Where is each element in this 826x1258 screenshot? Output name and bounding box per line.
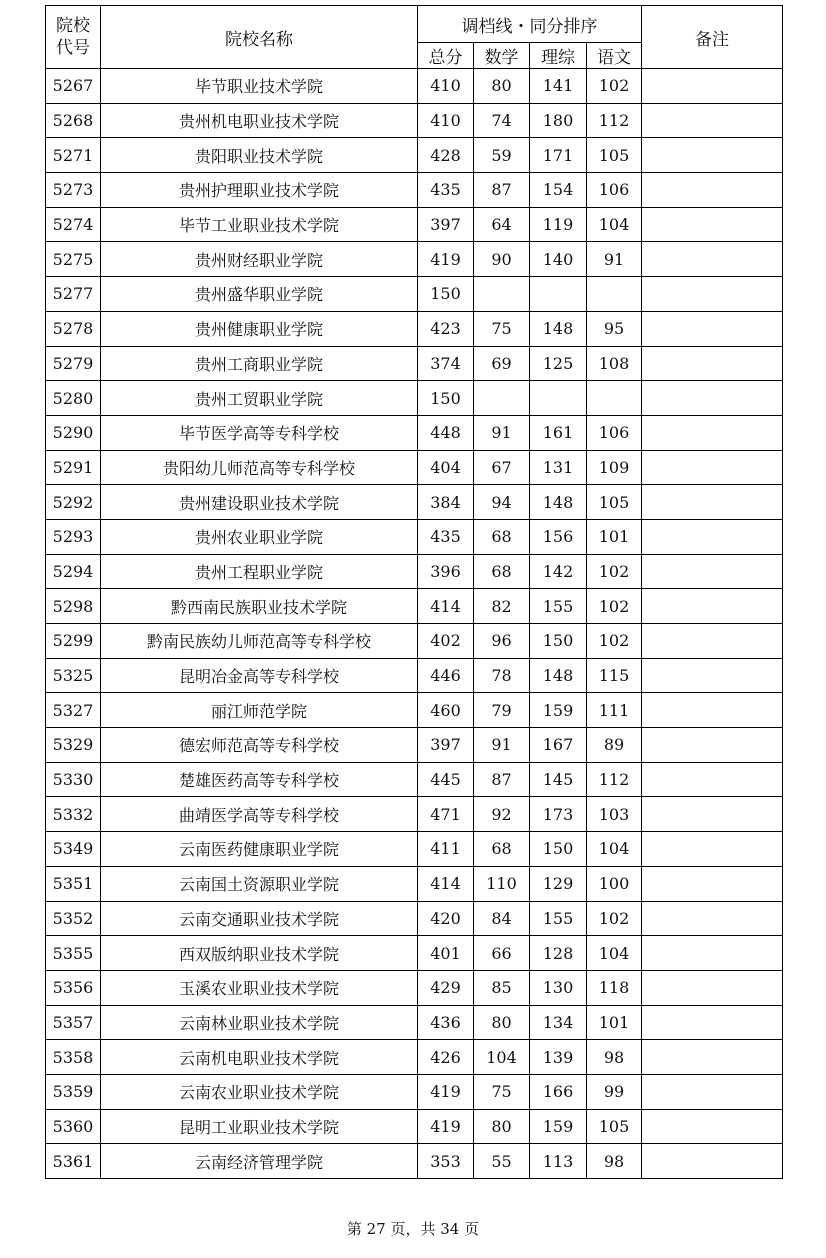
chinese-score-cell: 98 — [587, 1040, 642, 1075]
chinese-score-cell: 112 — [587, 762, 642, 797]
school-code-cell: 5299 — [46, 624, 101, 659]
math-score-cell: 66 — [474, 936, 530, 971]
total-score-cell: 397 — [418, 207, 474, 242]
school-name-cell: 黔西南民族职业技术学院 — [101, 589, 418, 624]
note-cell — [642, 207, 783, 242]
science-score-cell: 166 — [530, 1074, 587, 1109]
total-score-cell: 374 — [418, 346, 474, 381]
math-column-header: 数学 — [474, 43, 530, 69]
note-cell — [642, 728, 783, 763]
school-code-cell: 5273 — [46, 173, 101, 208]
school-code-cell: 5267 — [46, 69, 101, 104]
note-column-header: 备注 — [642, 6, 783, 69]
school-code-cell: 5294 — [46, 554, 101, 589]
total-score-cell: 384 — [418, 485, 474, 520]
note-cell — [642, 519, 783, 554]
school-name-cell: 云南交通职业技术学院 — [101, 901, 418, 936]
total-score-cell: 428 — [418, 138, 474, 173]
school-code-cell: 5332 — [46, 797, 101, 832]
math-score-cell — [474, 381, 530, 416]
table-row — [46, 485, 783, 520]
math-score-cell: 96 — [474, 624, 530, 659]
chinese-score-cell: 105 — [587, 485, 642, 520]
school-code-cell: 5271 — [46, 138, 101, 173]
total-score-cell: 411 — [418, 832, 474, 867]
science-score-cell: 134 — [530, 1005, 587, 1040]
math-score-cell: 110 — [474, 866, 530, 901]
total-score-cell: 410 — [418, 69, 474, 104]
note-cell — [642, 277, 783, 312]
school-name-cell: 贵州机电职业技术学院 — [101, 103, 418, 138]
school-code-cell: 5330 — [46, 762, 101, 797]
note-cell — [642, 138, 783, 173]
code-header-line2: 代号 — [56, 38, 90, 58]
chinese-score-cell: 108 — [587, 346, 642, 381]
note-cell — [642, 415, 783, 450]
note-cell — [642, 901, 783, 936]
table-row — [46, 970, 783, 1005]
note-cell — [642, 970, 783, 1005]
math-score-cell: 79 — [474, 693, 530, 728]
science-score-cell: 156 — [530, 519, 587, 554]
note-cell — [642, 1005, 783, 1040]
math-score-cell: 90 — [474, 242, 530, 277]
math-score-cell: 80 — [474, 1005, 530, 1040]
note-cell — [642, 1074, 783, 1109]
total-score-cell: 404 — [418, 450, 474, 485]
science-score-cell: 145 — [530, 762, 587, 797]
school-name-cell: 云南机电职业技术学院 — [101, 1040, 418, 1075]
table-row — [46, 832, 783, 867]
total-score-cell: 150 — [418, 381, 474, 416]
note-cell — [642, 693, 783, 728]
note-cell — [642, 69, 783, 104]
math-score-cell — [474, 277, 530, 312]
science-score-cell: 180 — [530, 103, 587, 138]
school-name-cell: 贵阳职业技术学院 — [101, 138, 418, 173]
table-row — [46, 762, 783, 797]
chinese-score-cell: 95 — [587, 311, 642, 346]
school-name-cell: 贵州工商职业学院 — [101, 346, 418, 381]
school-code-cell: 5359 — [46, 1074, 101, 1109]
science-score-cell: 167 — [530, 728, 587, 763]
math-score-cell: 87 — [474, 173, 530, 208]
total-score-cell: 414 — [418, 866, 474, 901]
chinese-score-cell: 102 — [587, 554, 642, 589]
chinese-score-cell: 112 — [587, 103, 642, 138]
name-column-header: 院校名称 — [101, 6, 418, 69]
chinese-score-cell: 105 — [587, 138, 642, 173]
school-code-cell: 5327 — [46, 693, 101, 728]
school-name-cell: 贵州建设职业技术学院 — [101, 485, 418, 520]
table-row — [46, 207, 783, 242]
note-cell — [642, 103, 783, 138]
math-score-cell: 69 — [474, 346, 530, 381]
math-score-cell: 104 — [474, 1040, 530, 1075]
note-cell — [642, 485, 783, 520]
school-code-cell: 5329 — [46, 728, 101, 763]
table-row — [46, 589, 783, 624]
school-name-cell: 贵州工贸职业学院 — [101, 381, 418, 416]
note-cell — [642, 346, 783, 381]
total-score-cell: 419 — [418, 1074, 474, 1109]
school-name-cell: 毕节医学高等专科学校 — [101, 415, 418, 450]
chinese-column-header: 语文 — [587, 43, 642, 69]
science-score-cell: 173 — [530, 797, 587, 832]
note-cell — [642, 797, 783, 832]
school-code-cell: 5355 — [46, 936, 101, 971]
note-cell — [642, 554, 783, 589]
chinese-score-cell — [587, 277, 642, 312]
school-code-cell: 5292 — [46, 485, 101, 520]
chinese-score-cell: 91 — [587, 242, 642, 277]
table-row — [46, 693, 783, 728]
table-row — [46, 901, 783, 936]
chinese-score-cell: 104 — [587, 832, 642, 867]
school-code-cell: 5358 — [46, 1040, 101, 1075]
table-row — [46, 1005, 783, 1040]
total-score-cell: 426 — [418, 1040, 474, 1075]
school-code-cell: 5293 — [46, 519, 101, 554]
science-score-cell: 148 — [530, 311, 587, 346]
score-group-header: 调档线・同分排序 — [418, 6, 642, 43]
school-name-cell: 贵州财经职业学院 — [101, 242, 418, 277]
chinese-score-cell: 104 — [587, 207, 642, 242]
school-code-cell: 5275 — [46, 242, 101, 277]
school-code-cell: 5277 — [46, 277, 101, 312]
chinese-score-cell: 109 — [587, 450, 642, 485]
table-row — [46, 346, 783, 381]
table-row — [46, 69, 783, 104]
note-cell — [642, 832, 783, 867]
math-score-cell: 59 — [474, 138, 530, 173]
school-name-cell: 贵州农业职业学院 — [101, 519, 418, 554]
table-row — [46, 311, 783, 346]
school-code-cell: 5268 — [46, 103, 101, 138]
table-row — [46, 1109, 783, 1144]
total-score-cell: 401 — [418, 936, 474, 971]
school-code-cell: 5349 — [46, 832, 101, 867]
total-score-cell: 446 — [418, 658, 474, 693]
page-footer: 第 27 页，共 34 页 — [346, 1220, 480, 1238]
science-score-cell: 141 — [530, 69, 587, 104]
school-name-cell: 云南农业职业技术学院 — [101, 1074, 418, 1109]
science-score-cell: 155 — [530, 901, 587, 936]
science-score-cell: 159 — [530, 1109, 587, 1144]
total-score-cell: 435 — [418, 519, 474, 554]
math-score-cell: 75 — [474, 311, 530, 346]
total-score-cell: 396 — [418, 554, 474, 589]
total-score-cell: 402 — [418, 624, 474, 659]
school-code-cell: 5357 — [46, 1005, 101, 1040]
code-header-line1: 院校 — [56, 16, 90, 36]
science-score-cell: 129 — [530, 866, 587, 901]
science-score-cell: 113 — [530, 1144, 587, 1179]
note-cell — [642, 1109, 783, 1144]
total-score-cell: 353 — [418, 1144, 474, 1179]
total-score-cell: 397 — [418, 728, 474, 763]
table-row — [46, 658, 783, 693]
total-score-cell: 150 — [418, 277, 474, 312]
school-code-cell: 5291 — [46, 450, 101, 485]
school-code-cell: 5278 — [46, 311, 101, 346]
total-score-cell: 436 — [418, 1005, 474, 1040]
school-name-cell: 云南国土资源职业学院 — [101, 866, 418, 901]
school-name-cell: 云南医药健康职业学院 — [101, 832, 418, 867]
chinese-score-cell: 102 — [587, 589, 642, 624]
total-score-cell: 423 — [418, 311, 474, 346]
table-header — [46, 6, 783, 69]
note-cell — [642, 624, 783, 659]
school-name-cell: 云南经济管理学院 — [101, 1144, 418, 1179]
math-score-cell: 74 — [474, 103, 530, 138]
table-row — [46, 277, 783, 312]
school-code-cell: 5280 — [46, 381, 101, 416]
table-row — [46, 138, 783, 173]
school-code-cell: 5352 — [46, 901, 101, 936]
chinese-score-cell: 100 — [587, 866, 642, 901]
table-row — [46, 1040, 783, 1075]
science-score-cell: 159 — [530, 693, 587, 728]
total-score-cell: 448 — [418, 415, 474, 450]
table-row — [46, 173, 783, 208]
science-score-cell: 148 — [530, 485, 587, 520]
table-row — [46, 103, 783, 138]
math-score-cell: 80 — [474, 69, 530, 104]
table-row — [46, 1074, 783, 1109]
total-score-cell: 471 — [418, 797, 474, 832]
math-score-cell: 55 — [474, 1144, 530, 1179]
math-score-cell: 75 — [474, 1074, 530, 1109]
total-score-cell: 460 — [418, 693, 474, 728]
school-code-cell: 5325 — [46, 658, 101, 693]
chinese-score-cell: 98 — [587, 1144, 642, 1179]
science-score-cell: 119 — [530, 207, 587, 242]
total-score-cell: 445 — [418, 762, 474, 797]
table-row — [46, 381, 783, 416]
chinese-score-cell: 101 — [587, 1005, 642, 1040]
school-name-cell: 贵阳幼儿师范高等专科学校 — [101, 450, 418, 485]
school-name-cell: 楚雄医药高等专科学校 — [101, 762, 418, 797]
school-name-cell: 贵州健康职业学院 — [101, 311, 418, 346]
science-score-cell: 142 — [530, 554, 587, 589]
school-code-cell: 5274 — [46, 207, 101, 242]
admission-score-table — [45, 5, 783, 1179]
note-cell — [642, 242, 783, 277]
school-name-cell: 曲靖医学高等专科学校 — [101, 797, 418, 832]
total-score-cell: 419 — [418, 242, 474, 277]
school-code-cell: 5298 — [46, 589, 101, 624]
math-score-cell: 91 — [474, 728, 530, 763]
science-score-cell — [530, 381, 587, 416]
science-score-cell: 130 — [530, 970, 587, 1005]
science-score-cell: 128 — [530, 936, 587, 971]
table-row — [46, 554, 783, 589]
note-cell — [642, 450, 783, 485]
table-row — [46, 519, 783, 554]
code-column-header — [46, 6, 101, 69]
total-score-cell: 419 — [418, 1109, 474, 1144]
note-cell — [642, 936, 783, 971]
note-cell — [642, 866, 783, 901]
chinese-score-cell: 104 — [587, 936, 642, 971]
science-score-cell: 148 — [530, 658, 587, 693]
total-column-header: 总分 — [418, 43, 474, 69]
math-score-cell: 80 — [474, 1109, 530, 1144]
math-score-cell: 78 — [474, 658, 530, 693]
science-score-cell: 161 — [530, 415, 587, 450]
school-name-cell: 玉溪农业职业技术学院 — [101, 970, 418, 1005]
chinese-score-cell: 106 — [587, 173, 642, 208]
chinese-score-cell — [587, 381, 642, 416]
table-row — [46, 936, 783, 971]
chinese-score-cell: 102 — [587, 901, 642, 936]
school-name-cell: 云南林业职业技术学院 — [101, 1005, 418, 1040]
science-score-cell: 139 — [530, 1040, 587, 1075]
chinese-score-cell: 105 — [587, 1109, 642, 1144]
chinese-score-cell: 102 — [587, 624, 642, 659]
school-name-cell: 贵州护理职业技术学院 — [101, 173, 418, 208]
school-code-cell: 5356 — [46, 970, 101, 1005]
science-score-cell: 131 — [530, 450, 587, 485]
note-cell — [642, 762, 783, 797]
table-row — [46, 728, 783, 763]
table-row — [46, 242, 783, 277]
note-cell — [642, 311, 783, 346]
total-score-cell: 435 — [418, 173, 474, 208]
total-score-cell: 414 — [418, 589, 474, 624]
science-score-cell: 171 — [530, 138, 587, 173]
math-score-cell: 82 — [474, 589, 530, 624]
table-row — [46, 797, 783, 832]
math-score-cell: 67 — [474, 450, 530, 485]
school-name-cell: 黔南民族幼儿师范高等专科学校 — [101, 624, 418, 659]
school-name-cell: 丽江师范学院 — [101, 693, 418, 728]
school-code-cell: 5351 — [46, 866, 101, 901]
science-score-cell: 140 — [530, 242, 587, 277]
note-cell — [642, 1144, 783, 1179]
chinese-score-cell: 106 — [587, 415, 642, 450]
school-name-cell: 昆明工业职业技术学院 — [101, 1109, 418, 1144]
school-name-cell: 毕节职业技术学院 — [101, 69, 418, 104]
table-row — [46, 415, 783, 450]
chinese-score-cell: 99 — [587, 1074, 642, 1109]
math-score-cell: 64 — [474, 207, 530, 242]
chinese-score-cell: 102 — [587, 69, 642, 104]
math-score-cell: 68 — [474, 519, 530, 554]
table-body — [46, 69, 783, 1179]
math-score-cell: 68 — [474, 554, 530, 589]
school-name-cell: 德宏师范高等专科学校 — [101, 728, 418, 763]
math-score-cell: 91 — [474, 415, 530, 450]
school-name-cell: 贵州盛华职业学院 — [101, 277, 418, 312]
math-score-cell: 85 — [474, 970, 530, 1005]
school-code-cell: 5279 — [46, 346, 101, 381]
chinese-score-cell: 103 — [587, 797, 642, 832]
math-score-cell: 68 — [474, 832, 530, 867]
note-cell — [642, 1040, 783, 1075]
total-score-cell: 420 — [418, 901, 474, 936]
science-score-cell — [530, 277, 587, 312]
math-score-cell: 92 — [474, 797, 530, 832]
note-cell — [642, 381, 783, 416]
math-score-cell: 87 — [474, 762, 530, 797]
science-column-header: 理综 — [530, 43, 587, 69]
school-code-cell: 5361 — [46, 1144, 101, 1179]
table-row — [46, 450, 783, 485]
school-name-cell: 毕节工业职业技术学院 — [101, 207, 418, 242]
science-score-cell: 155 — [530, 589, 587, 624]
chinese-score-cell: 118 — [587, 970, 642, 1005]
total-score-cell: 429 — [418, 970, 474, 1005]
science-score-cell: 150 — [530, 832, 587, 867]
note-cell — [642, 173, 783, 208]
school-name-cell: 贵州工程职业学院 — [101, 554, 418, 589]
science-score-cell: 150 — [530, 624, 587, 659]
school-name-cell: 西双版纳职业技术学院 — [101, 936, 418, 971]
table-row — [46, 866, 783, 901]
science-score-cell: 125 — [530, 346, 587, 381]
math-score-cell: 84 — [474, 901, 530, 936]
school-code-cell: 5360 — [46, 1109, 101, 1144]
note-cell — [642, 589, 783, 624]
chinese-score-cell: 89 — [587, 728, 642, 763]
math-score-cell: 94 — [474, 485, 530, 520]
table-row — [46, 624, 783, 659]
school-code-cell: 5290 — [46, 415, 101, 450]
note-cell — [642, 658, 783, 693]
school-name-cell: 昆明冶金高等专科学校 — [101, 658, 418, 693]
chinese-score-cell: 111 — [587, 693, 642, 728]
chinese-score-cell: 115 — [587, 658, 642, 693]
total-score-cell: 410 — [418, 103, 474, 138]
table-row — [46, 1144, 783, 1179]
chinese-score-cell: 101 — [587, 519, 642, 554]
science-score-cell: 154 — [530, 173, 587, 208]
